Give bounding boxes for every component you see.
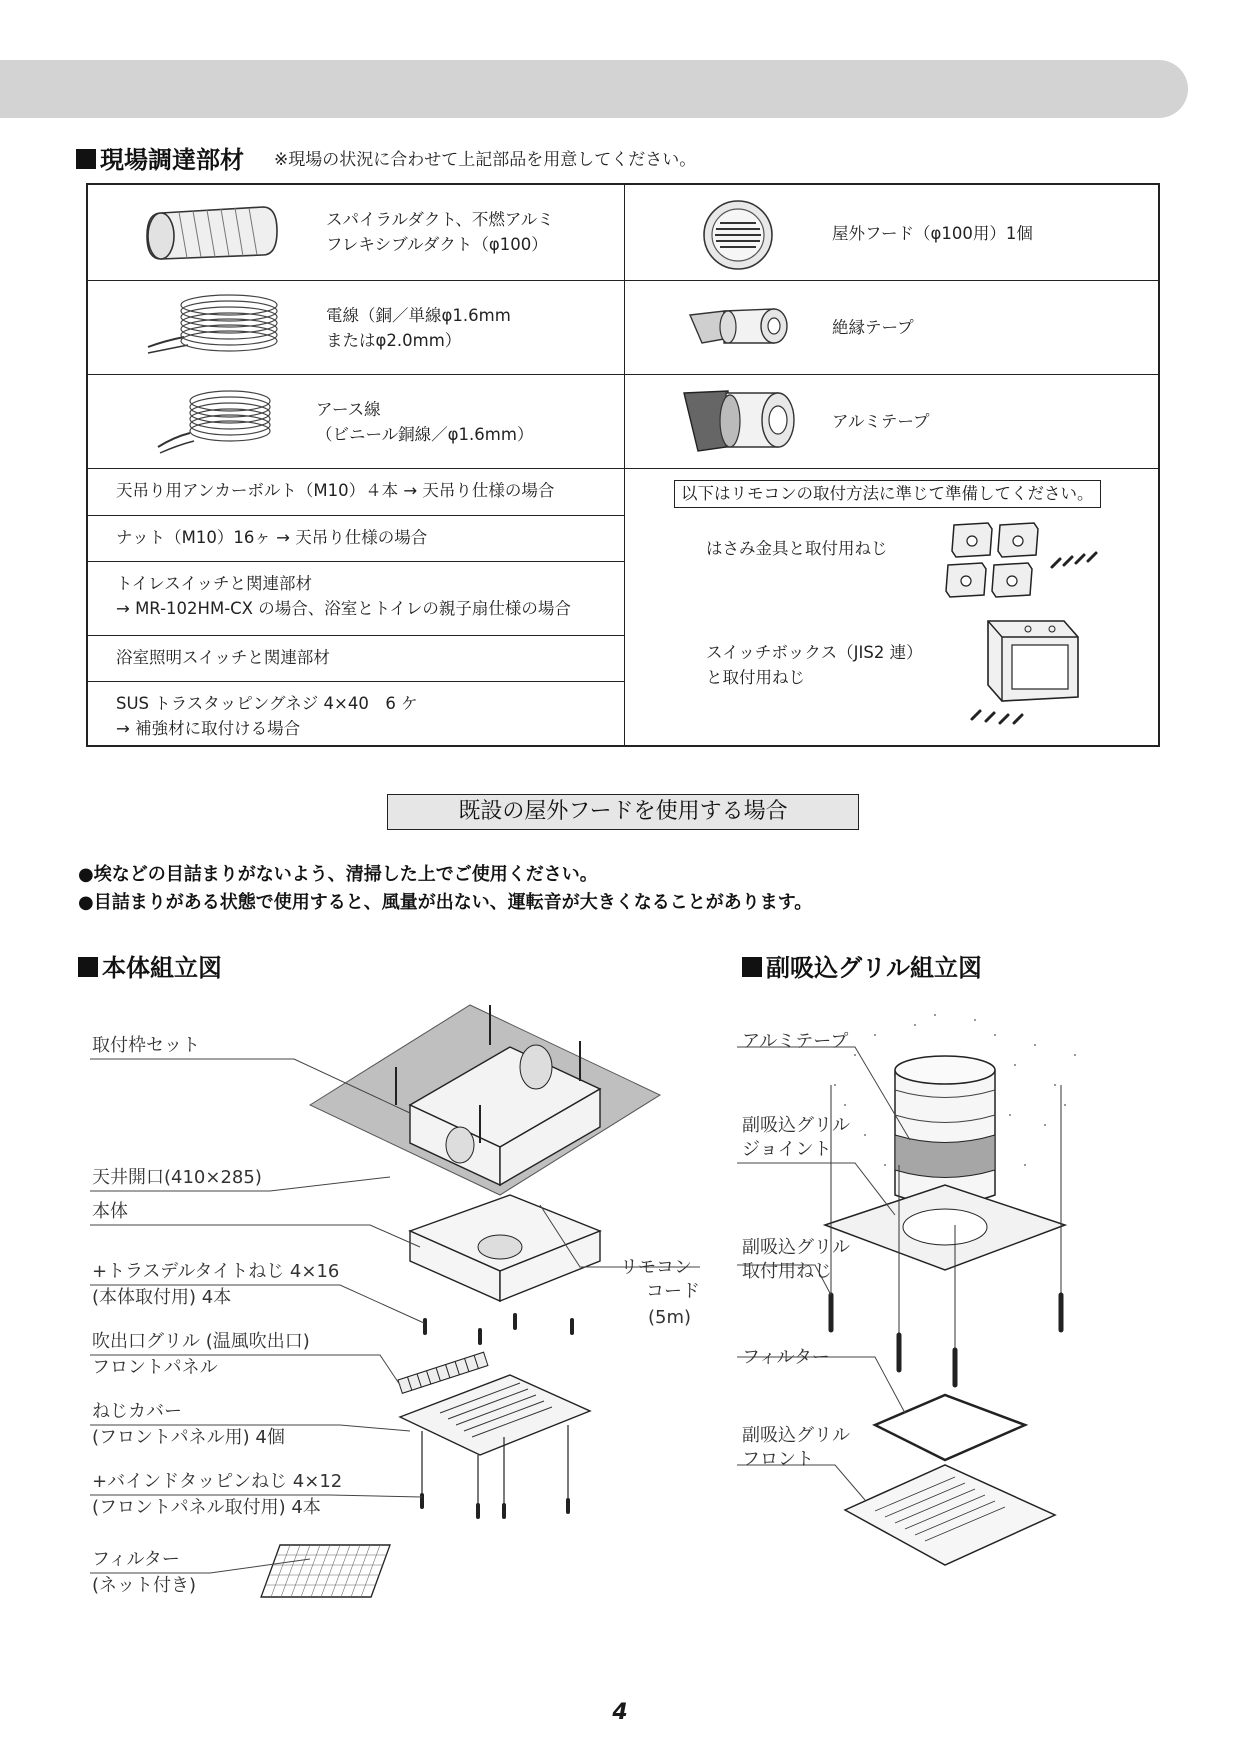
label-front-panel: フロントパネル: [92, 1357, 218, 1378]
label-grille-screw-1: 副吸込グリル: [742, 1237, 850, 1258]
item-hood-text: 屋外フード（φ100用）1個: [832, 224, 1033, 243]
bullet-clean: ●埃などの目詰まりがないよう、清掃した上でご使用ください。: [78, 864, 598, 885]
row-bath-light-switch: 浴室照明スイッチと関連部材: [116, 648, 330, 667]
aluminum-tape-icon: [682, 385, 800, 459]
label-outlet-grille: 吹出口グリル (温風吹出口): [92, 1331, 310, 1352]
label-filter-net: (ネット付き): [92, 1575, 197, 1596]
outdoor-hood-icon: [698, 197, 778, 273]
label-bind-screw: +バインドタッピンねじ 4×12: [92, 1471, 343, 1492]
label-bind-screw-use: (フロントパネル取付用) 4本: [92, 1497, 321, 1518]
label-grille-screw-2: 取付用ねじ: [742, 1261, 832, 1282]
label-main-body: 本体: [92, 1201, 128, 1222]
remote-clamp-text: はさみ金具と取付用ねじ: [706, 539, 888, 558]
item-aluminum-tape-text: アルミテープ: [832, 412, 930, 431]
label-grille-front-2: フロント: [742, 1449, 814, 1470]
item-insulation-tape-text: 絶縁テープ: [832, 318, 914, 337]
clamp-bracket-icon: [944, 519, 1104, 605]
procurement-note: ※現場の状況に合わせて上記部品を用意してください。: [274, 150, 697, 170]
existing-hood-title: 既設の屋外フードを使用する場合: [387, 794, 859, 830]
sub-assembly-title: 副吸込グリル組立図: [742, 948, 982, 983]
main-assembly-title: 本体組立図: [78, 948, 222, 983]
label-grille-joint-2: ジョイント: [742, 1139, 832, 1160]
procurement-table: [86, 183, 1160, 747]
label-filter: フィルター: [92, 1549, 180, 1570]
label-cord-length: (5m): [648, 1307, 692, 1328]
label-grille-front-1: 副吸込グリル: [742, 1425, 850, 1446]
sub-assembly-diagram: [735, 995, 1155, 1575]
procurement-title: 現場調達部材: [76, 140, 244, 175]
row-sus-screw: SUS トラスタッピングネジ 4×40 6 ケ → 補強材に取付ける場合: [116, 694, 418, 738]
bullet-clog: ●目詰まりがある状態で使用すると、風量が出ない、運転音が大きくなることがあります。: [78, 892, 813, 913]
label-ceiling-opening: 天井開口(410×285): [92, 1167, 262, 1188]
switch-box-icon: [968, 615, 1088, 731]
label-truss-screw: +トラスデルタイトねじ 4×16: [92, 1261, 340, 1282]
label-grille-joint-1: 副吸込グリル: [742, 1115, 850, 1136]
earth-wire-icon: [154, 385, 278, 457]
page-number: 4: [612, 1700, 628, 1725]
row-nut: ナット（M10）16ヶ → 天吊り仕様の場合: [116, 528, 428, 547]
item-wire-text: 電線（銅／単線φ1.6mm またはφ2.0mm）: [326, 306, 511, 350]
item-duct-text: スパイラルダクト、不燃アルミ フレキシブルダクト（φ100）: [326, 210, 554, 254]
label-screw-cover: ねじカバー: [92, 1401, 182, 1422]
insulation-tape-icon: [688, 297, 798, 357]
wire-coil-icon: [144, 291, 284, 363]
label-aluminum-tape: アルミテープ: [742, 1031, 849, 1052]
label-remote: リモコン: [620, 1257, 692, 1278]
row-anchor-bolt: 天吊り用アンカーボルト（M10）４本 → 天吊り仕様の場合: [116, 481, 555, 500]
header-bar: [0, 60, 1188, 118]
label-frame-set: 取付枠セット: [92, 1035, 200, 1056]
label-sub-filter: フィルター: [742, 1347, 830, 1368]
label-cord: コード: [646, 1281, 700, 1302]
item-earth-wire-text: アース線 （ビニール銅線／φ1.6mm）: [316, 400, 534, 444]
row-toilet-switch: トイレスイッチと関連部材 → MR-102HM-CX の場合、浴室とトイレの親子扇仕様の場合: [116, 574, 571, 618]
label-truss-screw-use: (本体取付用) 4本: [92, 1287, 232, 1308]
duct-icon: [143, 203, 283, 263]
remote-header: 以下はリモコンの取付方法に準じて準備してください。: [674, 480, 1101, 508]
remote-switchbox-text: スイッチボックス（JIS2 連） と取付用ねじ: [706, 643, 923, 687]
label-screw-cover-use: (フロントパネル用) 4個: [92, 1427, 285, 1448]
